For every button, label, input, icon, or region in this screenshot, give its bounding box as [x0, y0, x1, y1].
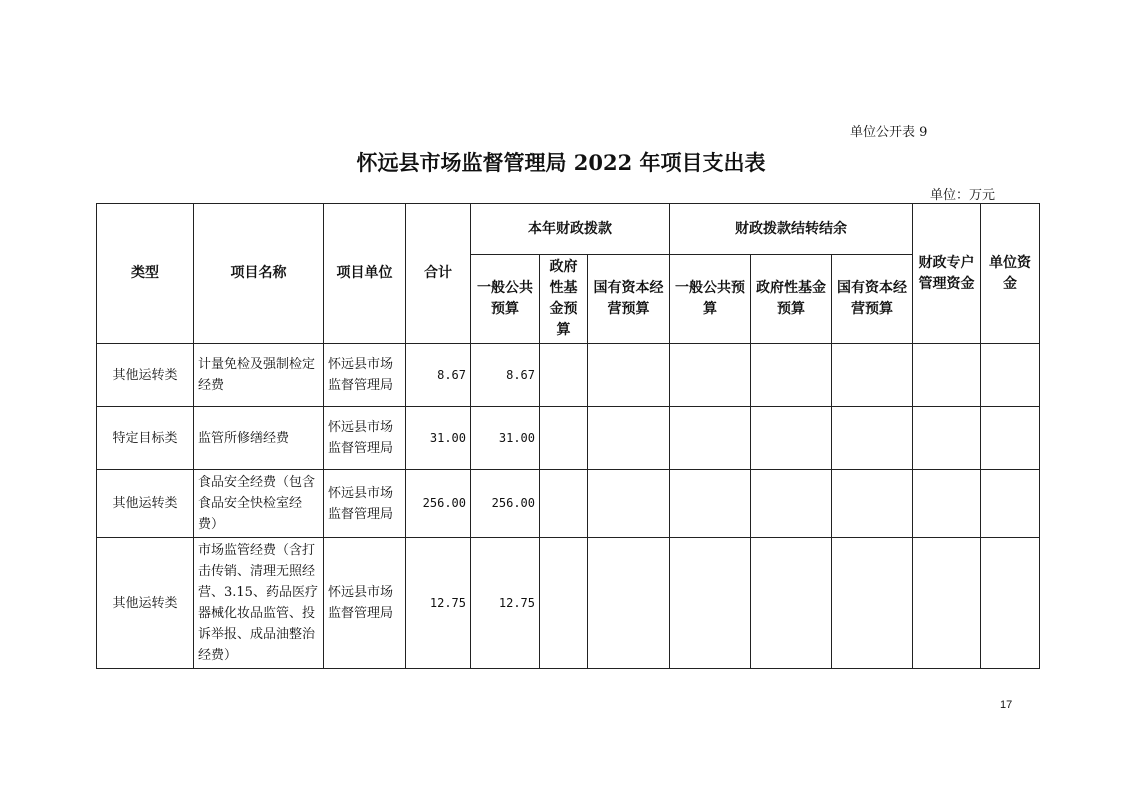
cell-empty — [670, 407, 751, 470]
header-state-capital-budget: 国有资本经营预算 — [588, 255, 670, 344]
header-type: 类型 — [97, 204, 194, 344]
cell-empty — [670, 344, 751, 407]
cell-project-name: 计量免检及强制检定经费 — [194, 344, 324, 407]
header-carryover-general-public: 一般公共预算 — [670, 255, 751, 344]
cell-empty — [670, 538, 751, 669]
cell-type: 特定目标类 — [97, 407, 194, 470]
table-row — [97, 538, 1040, 669]
cell-general-public: 256.00 — [471, 470, 540, 538]
header-project-unit: 项目单位 — [324, 204, 406, 344]
cell-empty — [981, 344, 1040, 407]
cell-empty — [832, 470, 913, 538]
header-carryover: 财政拨款结转结余 — [670, 204, 913, 255]
cell-general-public: 31.00 — [471, 407, 540, 470]
cell-empty — [588, 344, 670, 407]
table-number-label: 单位公开表 9 — [850, 125, 928, 140]
header-general-public-budget: 一般公共预算 — [471, 255, 540, 344]
table-row — [97, 407, 1040, 470]
cell-project-name: 食品安全经费（包含食品安全快检室经费） — [194, 470, 324, 538]
cell-empty — [751, 538, 832, 669]
cell-empty — [670, 470, 751, 538]
unit-label: 单位：万元 — [930, 188, 996, 203]
cell-empty — [981, 538, 1040, 669]
header-carryover-state-capital: 国有资本经营预算 — [832, 255, 913, 344]
cell-type: 其他运转类 — [97, 538, 194, 669]
cell-empty — [913, 470, 981, 538]
cell-empty — [751, 470, 832, 538]
cell-total: 31.00 — [406, 407, 471, 470]
cell-total: 12.75 — [406, 538, 471, 669]
cell-empty — [913, 407, 981, 470]
table-row — [97, 470, 1040, 538]
cell-project-name: 监管所修缮经费 — [194, 407, 324, 470]
cell-project-unit: 怀远县市场监督管理局 — [324, 538, 406, 669]
cell-empty — [832, 538, 913, 669]
cell-empty — [751, 344, 832, 407]
cell-empty — [540, 470, 588, 538]
page-number: 17 — [1000, 699, 1013, 711]
header-unit-fund: 单位资金 — [981, 204, 1040, 344]
cell-empty — [981, 470, 1040, 538]
cell-project-unit: 怀远县市场监督管理局 — [324, 344, 406, 407]
project-expenditure-table — [96, 203, 1040, 669]
cell-empty — [540, 344, 588, 407]
header-carryover-government-fund: 政府性基金预算 — [751, 255, 832, 344]
cell-empty — [913, 538, 981, 669]
cell-empty — [540, 407, 588, 470]
cell-project-unit: 怀远县市场监督管理局 — [324, 470, 406, 538]
cell-empty — [981, 407, 1040, 470]
cell-empty — [588, 470, 670, 538]
cell-empty — [832, 344, 913, 407]
cell-empty — [588, 538, 670, 669]
page-title: 怀远县市场监督管理局 2022 年项目支出表 — [356, 150, 766, 175]
table-row — [97, 344, 1040, 407]
cell-empty — [751, 407, 832, 470]
header-project-name: 项目名称 — [194, 204, 324, 344]
cell-general-public: 12.75 — [471, 538, 540, 669]
header-total: 合计 — [406, 204, 471, 344]
cell-total: 8.67 — [406, 344, 471, 407]
header-current-year-allocation: 本年财政拨款 — [471, 204, 670, 255]
cell-project-name: 市场监管经费（含打击传销、清理无照经营、3.15、药品医疗器械化妆品监管、投诉举报、成品油整治经费） — [194, 538, 324, 669]
cell-type: 其他运转类 — [97, 470, 194, 538]
header-special-account-fund: 财政专户管理资金 — [913, 204, 981, 344]
cell-total: 256.00 — [406, 470, 471, 538]
cell-empty — [588, 407, 670, 470]
cell-empty — [540, 538, 588, 669]
header-government-fund-budget: 政府性基金预算 — [540, 255, 588, 344]
cell-empty — [832, 407, 913, 470]
cell-general-public: 8.67 — [471, 344, 540, 407]
cell-type: 其他运转类 — [97, 344, 194, 407]
cell-empty — [913, 344, 981, 407]
cell-project-unit: 怀远县市场监督管理局 — [324, 407, 406, 470]
